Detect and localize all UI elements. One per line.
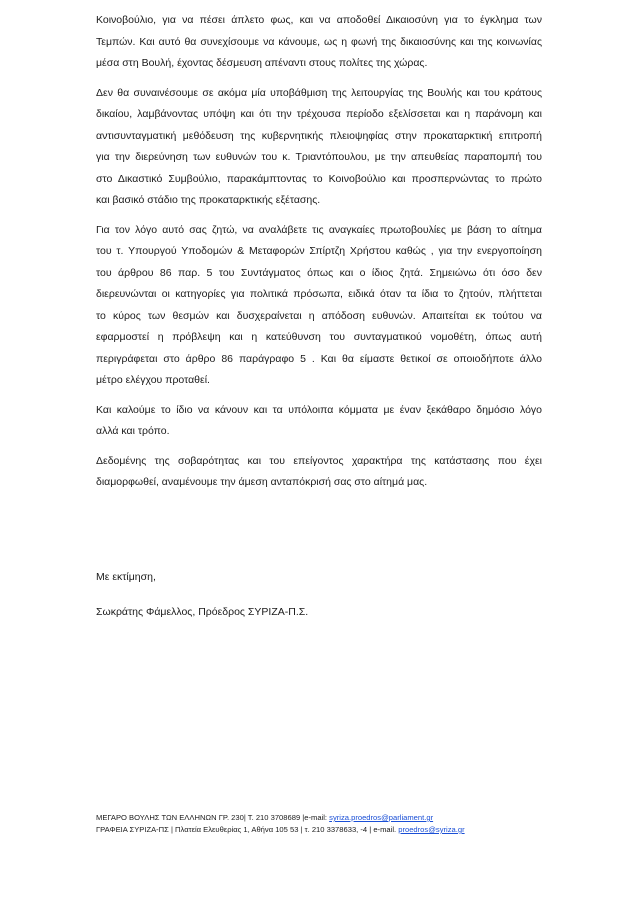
text-line: εφαρμοστεί η πρόβλεψη και η κατεύθυνση του συνταγματικού νομοθέτη, όπως αυτή (96, 331, 542, 343)
text-line: Δεν θα συναινέσουμε σε ακόμα μία υποβάθμιση της λειτουργίας της Βουλής και του κράτους (96, 86, 542, 99)
text-line: Τεμπών. Και αυτό θα συνεχίσουμε να κάνουμε, ως η φωνή της δικαιοσύνης και της κοινωνίας (96, 35, 542, 48)
office-email-link[interactable]: proedros@syriza.gr (398, 825, 465, 834)
text-line: και βασικό στάδιο της προκαταρκτικής εξέτασης. (96, 194, 321, 206)
footer-line-office (96, 824, 465, 836)
footer-parliament-text: ΜΕΓΑΡΟ ΒΟΥΛΗΣ ΤΩΝ ΕΛΛΗΝΩΝ ΓΡ. 230| Τ. 210 3708689 |e-mail: (96, 813, 330, 822)
text-line: για την διερεύνηση των ευθυνών του κ. Τριαντόπουλου, με την απευθείας παραπομπή του (96, 151, 542, 163)
text-line: Για τον λόγο αυτό σας ζητώ, να αναλάβετε τις αναγκαίες πρωτοβουλίες με βάση το αίτημα (96, 223, 542, 236)
paragraph-3 (96, 220, 542, 392)
text-line: διαμορφωθεί, αναμένουμε την άμεση ανταπόκρισή σας στο αίτημά μας. (96, 476, 428, 488)
paragraph-5 (96, 451, 542, 494)
text-line: Κοινοβούλιο, για να πέσει άπλετο φως, και να αποδοθεί Δικαιοσύνη για το έγκλημα των (96, 14, 542, 26)
text-line: μέτρο ελέγχου προταθεί. (96, 374, 210, 386)
text-line: αντισυνταγματική μεθόδευση της κυβερνητικής πλειοψηφίας στην προκαταρκτική επιτροπή (96, 129, 542, 142)
text-line: αλλά και τρόπο. (96, 425, 170, 437)
paragraph-1 (96, 10, 542, 75)
salutation: Με εκτίμηση, (96, 571, 156, 583)
text-line: του άρθρου 86 παρ. 5 του Συντάγματος όπως και ο ίδιος ζητά. Σημειώνω ότι όσο δεν (96, 266, 542, 279)
footer-office-text: ΓΡΑΦΕΙΑ ΣΥΡΙΖΑ-ΠΣ | Πλατεία Ελευθερίας 1, Αθήνα 105 53 | τ. 210 3378633, -4 | e-mail. (96, 825, 399, 834)
text-line: διερευνώνται οι κατηγορίες για πολιτικά πρόσωπα, ειδικά όταν τα ίδια το ζητούν, πλήττεται (96, 288, 542, 300)
text-line: του τ. Υπουργού Υποδομών & Μεταφορών Σπίρτζη Χρήστου καθώς , για την ενεργοποίηση (96, 245, 542, 257)
parliament-email-link[interactable]: syriza.proedros@parliament.gr (329, 813, 434, 822)
text-line: δικαίου, λαμβάνοντας υπόψη και ότι την τρέχουσα περίοδο εξελίσσεται και η παράνομη και (96, 108, 542, 120)
footer (96, 812, 465, 836)
text-line: στο Δικαστικό Συμβούλιο, παρακάμπτοντας το Κοινοβούλιο και προσπερνώντας το πρώτο (96, 172, 542, 185)
text-line: μέσα στη Βουλή, έχοντας δέσμευση απέναντι στους πολίτες της χώρας. (96, 57, 428, 69)
letter-body (96, 10, 542, 502)
text-line: Δεδομένης της σοβαρότητας και του επείγοντος χαρακτήρα της κατάστασης που έχει (96, 454, 542, 467)
text-line: Και καλούμε το ίδιο να κάνουν και τα υπόλοιπα κόμματα με έναν ξεκάθαρο δημόσιο λόγο (96, 403, 542, 416)
paragraph-4 (96, 400, 542, 443)
text-line: περιγράφεται στο άρθρο 86 παράγραφο 5 . Και θα είμαστε θετικοί σε οποιοδήποτε άλλο (96, 352, 542, 365)
paragraph-2 (96, 83, 542, 212)
footer-line-parliament (96, 812, 465, 824)
text-line: το κύρος των θεσμών και δυσχεραίνεται η απόδοση ευθυνών. Απαιτείται εκ τούτου να (96, 309, 542, 322)
signature-line: Σωκράτης Φάμελλος, Πρόεδρος ΣΥΡΙΖΑ-Π.Σ. (96, 606, 309, 618)
